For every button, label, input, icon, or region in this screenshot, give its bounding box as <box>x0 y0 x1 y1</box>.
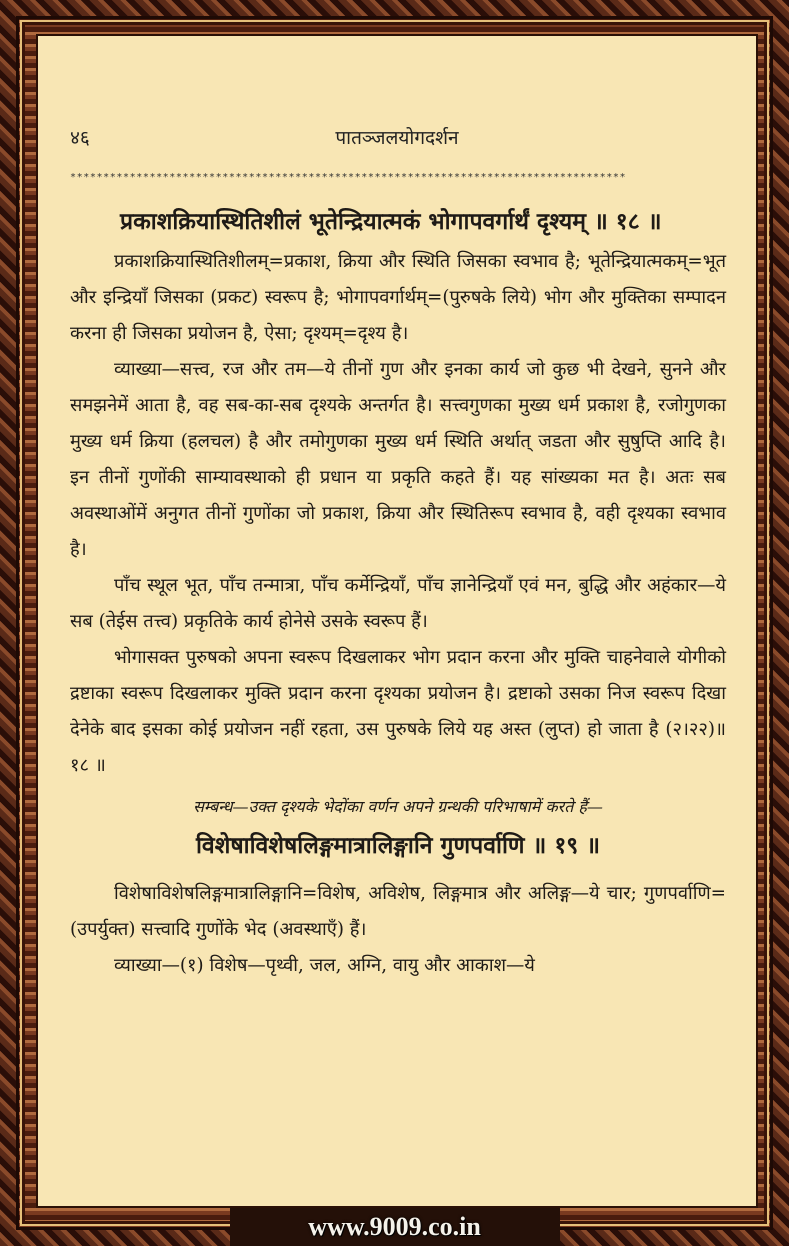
word-meaning-18: प्रकाशक्रियास्थितिशीलम्=प्रकाश, क्रिया और स्थिति जिसका स्वभाव है; भूतेन्द्रियात्मकम्=भूत और इन्द्रियाँ जिसका (प्रकट) स्वरूप है; भोगापवर्गार्थम्=(पुरुषके लिये) भोग और मुक्तिका सम्पादन करना ही जिसका प्रयोजन है, ऐसा; दृश्यम्=दृश्य है। <box>70 251 726 344</box>
page-body <box>70 196 726 984</box>
commentary-18-paragraph-2: पाँच स्थूल भूत, पाँच तन्मात्रा, पाँच कर्मेन्द्रियाँ, पाँच ज्ञानेन्द्रियाँ एवं मन, बुद्धि और अहंकार—ये सब (तेईस तत्त्व) प्रकृतिके कार्य होनेसे उसके स्वरूप हैं। <box>70 575 726 632</box>
separator-line: ************************************************************************************ <box>70 172 627 183</box>
commentary-18-paragraph-1: व्याख्या—सत्त्व, रज और तम—ये तीनों गुण और इनका कार्य जो कुछ भी देखने, सुनने और समझनेमें आता है, वह सब-का-सब दृश्यके अन्तर्गत है। सत्त्वगुणका मुख्य धर्म प्रकाश है, रजोगुणका मुख्य धर्म क्रिया (हलचल) है और तमोगुणका मुख्य धर्म स्थिति अर्थात् जडता और सुषुप्ति आदि है। इन तीनों गुणोंकी साम्यावस्थाको ही प्रधान या प्रकृति कहते हैं। यह सांख्यका मत है। अतः सब अवस्थाओंमें अनुगत तीनों गुणोंका जो प्रकाश, क्रिया और स्थितिरूप स्वभाव है, वही दृश्यका स्वभाव है। <box>70 359 726 560</box>
page-header <box>38 124 756 154</box>
relation-note: सम्बन्ध—उक्त दृश्यके भेदोंका वर्णन अपने ग्रन्थकी परिभाषामें करते हैं— <box>193 797 603 816</box>
sutra-19: विशेषाविशेषलिङ्गमात्रालिङ्गानि गुणपर्वाणि ॥ १९ ॥ <box>195 832 601 859</box>
website-footer: www.9009.co.in <box>308 1212 481 1241</box>
book-page <box>36 34 758 1208</box>
word-meaning-19: विशेषाविशेषलिङ्गमात्रालिङ्गानि=विशेष, अविशेष, लिङ्गमात्र और अलिङ्ग—ये चार; गुणपर्वाणि=(उपर्युक्त) सत्त्वादि गुणोंके भेद (अवस्थाएँ) हैं। <box>70 883 726 940</box>
sutra-18: प्रकाशक्रियास्थितिशीलं भूतेन्द्रियात्मकं भोगापवर्गार्थं दृश्यम् ॥ १८ ॥ <box>120 208 662 235</box>
running-title: पातञ्जलयोगदर्शन <box>335 127 459 149</box>
commentary-19-start: व्याख्या—(१) विशेष—पृथ्वी, जल, अग्नि, वायु और आकाश—ये <box>114 955 535 976</box>
page-number: ४६ <box>70 127 90 149</box>
commentary-18-paragraph-3: भोगासक्त पुरुषको अपना स्वरूप दिखलाकर भोग प्रदान करना और मुक्ति चाहनेवाले योगीको द्रष्टाका स्वरूप दिखलाकर मुक्ति प्रदान करना दृश्यका प्रयोजन है। द्रष्टाको उसका निज स्वरूप दिखा देनेके बाद इसका कोई प्रयोजन नहीं रहता, उस पुरुषके लिये यह अस्त (लुप्त) हो जाता है (२।२२)॥ १८ ॥ <box>70 647 726 776</box>
